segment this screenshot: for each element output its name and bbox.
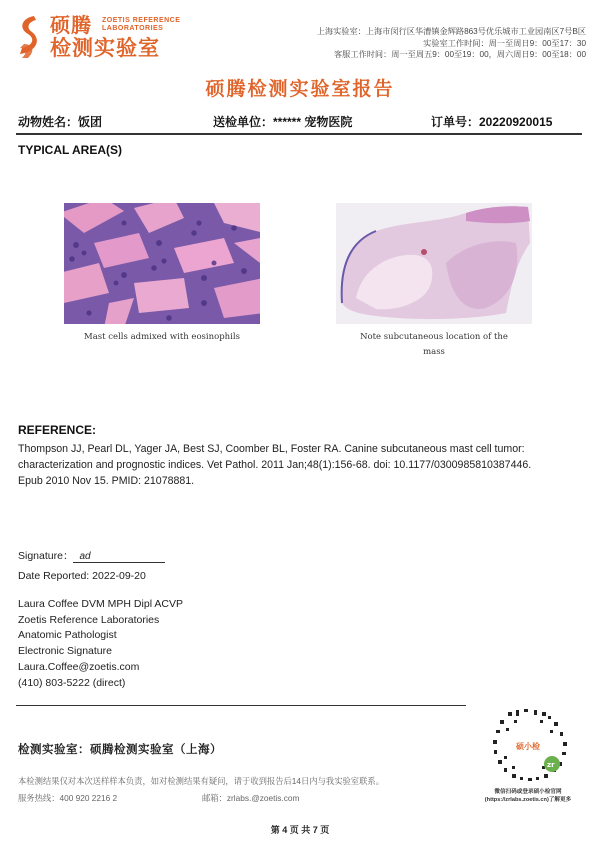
histology-mast-cells-image: [64, 203, 260, 324]
signature-line: [73, 551, 165, 563]
pathologist-signature-type: Electronic Signature: [18, 645, 112, 658]
typical-area-heading: TYPICAL AREA(S): [18, 143, 123, 157]
logo-en-line1: ZOETIS REFERENCE: [102, 17, 181, 24]
report-title: 硕腾检测实验室报告: [205, 79, 395, 100]
footer-divider: [16, 705, 466, 706]
signature-mark: ad: [79, 551, 91, 562]
footer-email: 邮箱：zrlabs.@zoetis.com: [202, 793, 300, 803]
animal-name: 动物姓名：饭团: [18, 115, 103, 129]
qr-caption: [458, 788, 598, 804]
image1-caption: Mast cells admixed with eosinophils: [84, 332, 240, 342]
zoetis-logo-icon: [14, 14, 44, 60]
qr-caption-line2: (https://zrlabs.zoetis.cn)了解更多: [484, 797, 572, 803]
page-number: 第 4 页 共 7 页: [270, 825, 330, 835]
histology-subcutaneous-mass-image: [336, 203, 532, 324]
qr-caption-line1: 微信扫码或登录硕小检官网: [494, 789, 562, 795]
image2-caption-line1: Note subcutaneous location of the: [360, 332, 508, 342]
date-label: Date Reported:: [18, 570, 90, 582]
image2-caption: [332, 330, 536, 360]
pathologist-email: Laura.Coffee@zoetis.com: [18, 660, 140, 673]
logo-en-line2: LABORATORIES: [102, 25, 164, 32]
reference-heading: REFERENCE:: [18, 423, 97, 437]
reference-line2: characterization and prognostic indices. Vet Pathol. 2011 Jan;48(1):156-68. doi: 10.1177/0300985810387446.: [18, 459, 532, 471]
order-number: 订单号：20220920015: [431, 115, 553, 129]
header-divider: [16, 133, 582, 135]
mini-program-qr-code: [484, 704, 576, 786]
header-info: [317, 26, 586, 61]
date-value: 2022-09-20: [92, 570, 146, 582]
footer-disclaimer: 本检测结果仅对本次送样样本负责，如对检测结果有疑问，请于收到报告后14日内与我实验室联系。: [18, 776, 384, 786]
pathologist-name: Laura Coffee DVM MPH Dipl ACVP: [18, 598, 183, 610]
report-info-row: [18, 113, 580, 131]
lab-address: 上海实验室：上海市闵行区华漕镇金辉路863号优乐城市工业园南区7号B区: [316, 27, 586, 36]
reference-text: [18, 441, 583, 489]
lab-hours: 实验室工作时间：周一至周日9：00至17：30: [423, 38, 586, 48]
logo-cn-line2: 检测实验室: [50, 37, 160, 60]
pathologist-block: [18, 597, 183, 691]
pathologist-phone: (410) 803-5222 (direct): [18, 676, 126, 689]
pathologist-org: Zoetis Reference Laboratories: [18, 613, 160, 626]
qr-center-label: 硕小检: [516, 742, 540, 751]
zoetis-logo: [14, 12, 214, 64]
image2-caption-line2: mass: [423, 347, 445, 357]
date-reported: [18, 570, 146, 582]
submitting-unit: 送检单位：****** 宠物医院: [213, 115, 353, 129]
reference-line3: Epub 2010 Nov 15. PMID: 21078881.: [18, 475, 195, 487]
logo-cn-line1: 硕腾: [50, 15, 92, 37]
pathologist-role: Anatomic Pathologist: [18, 629, 117, 642]
signature-row: [18, 548, 165, 563]
logo-en-text: [102, 17, 180, 33]
service-hours: 客服工作时间：周一至周五9：00至19：00，周六周日9：00至18：00: [333, 50, 586, 59]
reference-line1: Thompson JJ, Pearl DL, Yager JA, Best SJ, Coomber BL, Foster RA. Canine subcutaneous mast cell tumor:: [18, 443, 525, 455]
footer-lab-name: 检测实验室：硕腾检测实验室（上海）: [18, 744, 222, 756]
footer-hotline: 服务热线：400 920 2216 2: [18, 793, 118, 803]
svg-text:zr: zr: [547, 761, 555, 769]
signature-label: Signature：: [18, 550, 74, 562]
